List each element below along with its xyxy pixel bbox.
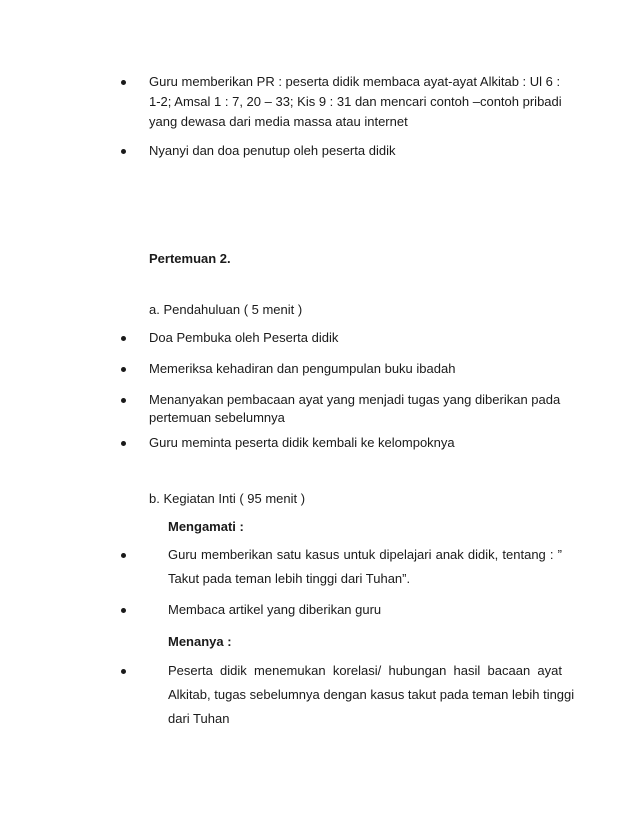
justified-line xyxy=(168,663,562,679)
intro-heading: a. Pendahuluan ( 5 menit ) xyxy=(149,302,303,317)
list-item-line: Memeriksa kehadiran dan pengumpulan buku ibadah xyxy=(149,361,456,376)
word: korelasi/ xyxy=(332,663,382,678)
bullet xyxy=(121,80,126,85)
ask-label: Menanya : xyxy=(168,634,232,649)
justified-line xyxy=(168,547,562,563)
list-item-line: Membaca artikel yang diberikan guru xyxy=(168,602,382,617)
bullet xyxy=(121,336,126,341)
bullet xyxy=(121,553,126,558)
bullet xyxy=(121,441,126,446)
word: ayat xyxy=(537,663,562,678)
list-item-line: yang dewasa dari media massa atau internet xyxy=(149,114,408,129)
word: memberikan xyxy=(201,547,273,562)
list-item-line: dari Tuhan xyxy=(168,711,230,726)
bullet xyxy=(121,669,126,674)
word: didik xyxy=(220,663,247,678)
word: dipelajari xyxy=(379,547,432,562)
word: kasus xyxy=(305,547,340,562)
bullet xyxy=(121,367,126,372)
list-item-line: Alkitab, tugas sebelumnya dengan kasus takut pada teman lebih tinggi xyxy=(168,687,575,702)
list-item-line: Menanyakan pembacaan ayat yang menjadi tugas yang diberikan pada xyxy=(149,392,561,407)
list-item-line: Nyanyi dan doa penutup oleh peserta didik xyxy=(149,143,396,158)
word: satu xyxy=(276,547,302,562)
word: Guru xyxy=(168,547,197,562)
word: ” xyxy=(557,547,562,562)
list-item-line: 1-2; Amsal 1 : 7, 20 – 33; Kis 9 : 31 dan mencari contoh –contoh pribadi xyxy=(149,94,562,109)
observe-label: Mengamati : xyxy=(168,519,244,534)
word: Peserta xyxy=(168,663,213,678)
word: anak xyxy=(435,547,464,562)
core-heading: b. Kegiatan Inti ( 95 menit ) xyxy=(149,491,306,506)
list-item-line: Guru meminta peserta didik kembali ke kelompoknya xyxy=(149,435,455,450)
word: tentang xyxy=(502,547,546,562)
word: hasil xyxy=(453,663,481,678)
bullet xyxy=(121,398,126,403)
list-item-line: Guru memberikan PR : peserta didik membaca ayat-ayat Alkitab : Ul 6 : xyxy=(149,74,561,89)
word: didik, xyxy=(467,547,499,562)
word: untuk xyxy=(343,547,376,562)
list-item-line: pertemuan sebelumnya xyxy=(149,410,285,425)
word: bacaan xyxy=(487,663,531,678)
list-item-line: Doa Pembuka oleh Peserta didik xyxy=(149,330,339,345)
word: : xyxy=(549,547,554,562)
meeting-title: Pertemuan 2. xyxy=(149,251,231,266)
word: hubungan xyxy=(388,663,447,678)
bullet xyxy=(121,149,126,154)
list-item-line: Takut pada teman lebih tinggi dari Tuhan”. xyxy=(168,571,411,586)
word: menemukan xyxy=(254,663,326,678)
bullet xyxy=(121,608,126,613)
